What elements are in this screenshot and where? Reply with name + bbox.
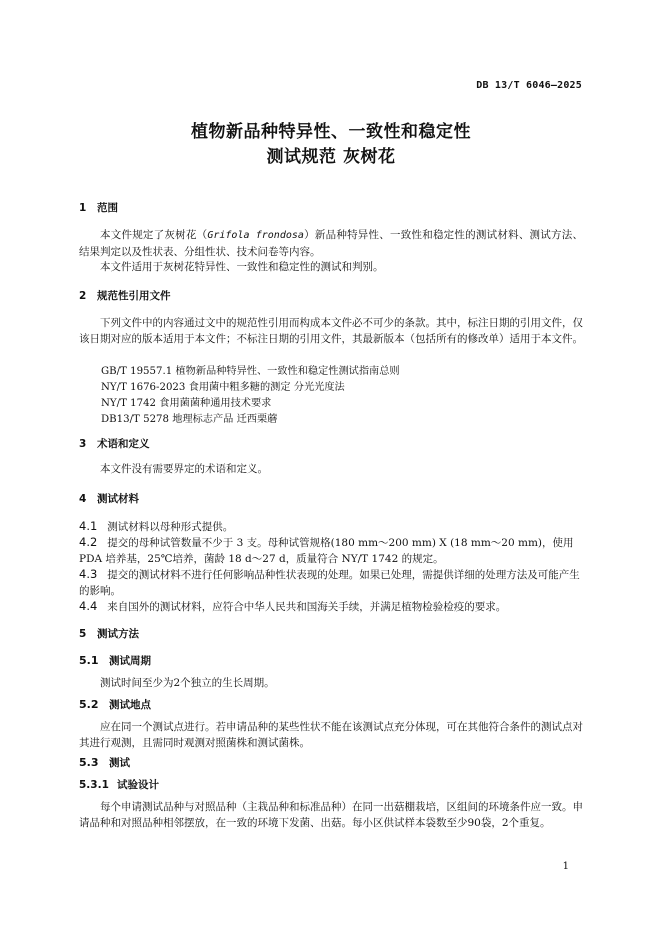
- subsection-title: 测试地点: [109, 699, 151, 711]
- subsection-5-3-1-heading: [79, 777, 159, 792]
- subsection-5-3-heading: [79, 755, 130, 770]
- clause-text: 提交的测试材料不进行任何影响品种性状表现的处理。如果已处理，需提供详细的处理方法及可能产生的影响。: [79, 569, 580, 597]
- reference-item: NY/T 1676-2023 食用菌中粗多糖的测定 分光光度法: [101, 382, 345, 393]
- subsection-5-2-heading: [79, 697, 151, 712]
- reference-item: DB13/T 5278 地理标志产品 迁西栗蘑: [101, 414, 278, 425]
- section-title: 测试方法: [97, 628, 139, 640]
- scope-paragraph-1: [79, 227, 583, 260]
- document-title-line-2: 测试规范 灰树花: [266, 147, 396, 167]
- subsection-title: 试验设计: [117, 779, 159, 791]
- section-number: 5: [79, 628, 87, 640]
- section-3-heading: [79, 436, 150, 451]
- scope-text-b: ）新品种特异性、一致性和稳定性的测试材料、测试方法、结果判定以及性状表、分组性状、技术问卷等内容。: [79, 229, 583, 258]
- clause-number: 4.3: [79, 567, 98, 581]
- section-4-heading: [79, 491, 139, 506]
- section-title: 范围: [97, 202, 118, 214]
- section-number: 1: [79, 202, 87, 214]
- subsection-title: 测试周期: [109, 655, 151, 667]
- page-number: 1: [562, 861, 569, 872]
- document-code: DB 13/T 6046—2025: [476, 80, 582, 91]
- section-title: 测试材料: [97, 493, 139, 505]
- document-title-line-1: 植物新品种特异性、一致性和稳定性: [191, 122, 471, 142]
- subsection-number: 5.3.1: [79, 779, 109, 791]
- scope-text-a: 本文件规定了灰树花（: [100, 229, 208, 241]
- references-paragraph: 下列文件中的内容通过文中的规范性引用而构成本文件必不可少的条款。其中，标注日期的引用文件，仅该日期对应的版本适用于本文件；不标注日期的引用文件，其最新版本（包括所有的修改单）适用于本文件。: [79, 317, 583, 345]
- section-1-heading: [79, 200, 118, 215]
- subsection-5-1-heading: [79, 653, 151, 668]
- clause-4-4: [79, 598, 583, 615]
- section-number: 4: [79, 493, 87, 505]
- section-title: 术语和定义: [97, 438, 150, 450]
- subsection-number: 5.2: [79, 698, 99, 711]
- scope-paragraph-2: 本文件适用于灰树花特异性、一致性和稳定性的测试和判别。: [100, 261, 384, 273]
- test-site-paragraph: 应在同一个测试点进行。若申请品种的某些性状不能在该测试点充分体现，可在其他符合条件的测试点对其进行观测，且需同时观测对照菌株和测试菌株。: [79, 721, 583, 749]
- section-title: 规范性引用文件: [97, 290, 171, 302]
- section-number: 2: [79, 290, 87, 302]
- terms-paragraph: 本文件没有需要界定的术语和定义。: [100, 463, 268, 475]
- section-2-heading: [79, 288, 171, 303]
- clause-number: 4.1: [79, 519, 98, 533]
- latin-name: Grifola frondosa: [207, 230, 304, 241]
- clause-text: 测试材料以母种形式提供。: [107, 521, 234, 533]
- subsection-number: 5.1: [79, 654, 99, 667]
- clause-4-3: [79, 566, 583, 599]
- clause-4-1: [79, 518, 583, 535]
- trial-design-paragraph: 每个申请测试品种与对照品种（主栽品种和标准品种）在同一出菇棚栽培，区组间的环境条件应一致。申请品种和对照品种相邻摆放，在一致的环境下发菌、出菇。每小区供试样本袋数至少90袋，2个重复。: [79, 801, 583, 829]
- subsection-title: 测试: [109, 757, 130, 769]
- subsection-number: 5.3: [79, 756, 99, 769]
- clause-text: 提交的母种试管数量不少于 3 支。母种试管规格(180 mm～200 mm) X (18 mm～20 mm)，使用PDA 培养基，25℃培养，菌龄 18 d～27 d，质量符合 NY/T 1742 的规定。: [79, 537, 574, 565]
- reference-item: NY/T 1742 食用菌菌种通用技术要求: [101, 398, 272, 409]
- clause-number: 4.4: [79, 599, 98, 613]
- reference-item: GB/T 19557.1 植物新品种特异性、一致性和稳定性测试指南总则: [101, 366, 400, 377]
- clause-4-2: [79, 534, 583, 567]
- clause-text: 来自国外的测试材料，应符合中华人民共和国海关手续，并满足植物检验检疫的要求。: [107, 601, 507, 613]
- test-cycle-paragraph: 测试时间至少为2个独立的生长周期。: [100, 677, 275, 689]
- section-number: 3: [79, 438, 87, 450]
- clause-number: 4.2: [79, 535, 98, 549]
- section-5-heading: [79, 626, 139, 641]
